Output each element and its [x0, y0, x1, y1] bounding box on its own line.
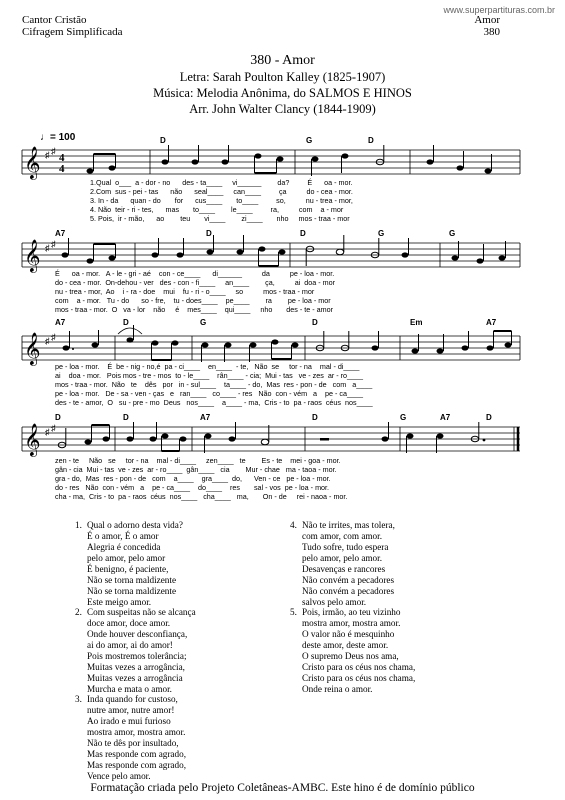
- site-url[interactable]: www.superpartituras.com.br: [443, 5, 555, 15]
- hymn-number: 380: [483, 26, 500, 38]
- svg-text:♯: ♯: [51, 332, 56, 342]
- chord: D: [312, 413, 318, 422]
- verse-line: O valor não é mesquinho: [302, 629, 395, 639]
- verse-line: Não te irrites, mas tolera,: [302, 520, 395, 530]
- svg-text:4: 4: [59, 163, 65, 175]
- lyric-line: É oa - mor. A - le - gri - aé con - ce____ di______ da pe - loa - mor.: [55, 269, 335, 278]
- verse-5: [290, 607, 415, 695]
- verse-2: [75, 607, 196, 695]
- svg-text:♯: ♯: [51, 146, 56, 156]
- svg-text:♯: ♯: [45, 150, 50, 160]
- verse-line: Alegria é concedida: [87, 542, 161, 552]
- verse-line: Inda quando for custoso,: [87, 694, 178, 704]
- svg-text:𝄞: 𝄞: [24, 423, 41, 456]
- lyric-line: 5. Pois, ir - mão, ao teu vi____ zi____ nho mos - traa - mor: [90, 214, 350, 223]
- lyric-line: pe - loa - mor. É be - nig - no,é pa - ci____ en____ - te, Não se tor - na mal - di____: [55, 362, 360, 371]
- verse-line: Este meigo amor.: [87, 597, 152, 607]
- verse-line: nutre amor, nutre amor!: [87, 705, 175, 715]
- book-title: Cantor Cristão: [22, 14, 87, 26]
- footer-note: Formatação criada pelo Projeto Coletâneas-AMBC. Este hino é de domínio público: [90, 782, 475, 794]
- svg-text:4: 4: [59, 152, 65, 164]
- chord: D: [486, 413, 492, 422]
- chord: D: [368, 136, 374, 145]
- chord: Em: [410, 318, 423, 327]
- svg-text:♯: ♯: [45, 243, 50, 253]
- lyrics-credit: Letra: Sarah Poulton Kalley (1825-1907): [179, 70, 386, 84]
- verse-line: com amor, com amor.: [302, 531, 382, 541]
- verse-line: Vence pelo amor.: [87, 771, 151, 781]
- chord: A7: [486, 318, 497, 327]
- verse-4: [290, 520, 395, 608]
- chord: A7: [440, 413, 451, 422]
- verse-line: pelo amor, pelo amor: [87, 553, 166, 563]
- verse-line: mostra amor, mostra amor.: [87, 727, 186, 737]
- verse-line: Onde houver desconfiança,: [87, 629, 188, 639]
- verse-line: pelo amor, pelo amor.: [302, 553, 382, 563]
- lyric-line: mos - traa - mor. Não te dês por in - sul____ ta____ - do, Mas res - pon - de com a____: [55, 380, 373, 389]
- verse-line: deste amor, deste amor.: [302, 640, 389, 650]
- song-title: 380 - Amor: [250, 53, 315, 68]
- verse-number: 5.: [290, 607, 297, 617]
- chord: G: [306, 136, 313, 145]
- lyric-line: 2.Com sus - pei - tas não seal____ can____ ça do - cea - mor.: [90, 187, 353, 196]
- verse-3: [75, 694, 186, 782]
- tempo-mark: ♩= 100: [40, 132, 76, 143]
- verse-line: Não se torna maldizente: [87, 575, 177, 585]
- verse-number: 2.: [75, 607, 82, 617]
- chord: D: [312, 318, 318, 327]
- lyric-line: 4. Não teir - ri - tes, mas to____ le____ ra, com a - mor: [90, 205, 344, 214]
- lyric-line: des - te - amor, O su - pre - mo Deus nos____ a____ - ma, Cris - to pa - raos céus nos____: [55, 398, 373, 407]
- verse-line: Não se torna maldizente: [87, 586, 177, 596]
- verse-line: Cristo para os céus nos chama,: [302, 662, 416, 672]
- verse-number: 1.: [75, 520, 82, 530]
- chord: A7: [200, 413, 211, 422]
- verse-line: Muitas vezes a arrogância,: [87, 662, 185, 672]
- hymn-name: Amor: [474, 14, 500, 26]
- verse-line: O supremo Deus nos ama,: [302, 651, 399, 661]
- lyric-line: gân - cia Mui - tas ve - zes ar - ro____ gân____ cia Mur - chae ma - taoa - mor.: [55, 465, 337, 474]
- verse-line: Não te dês por insultado,: [87, 738, 179, 748]
- music-credit: Música: Melodia Anônima, do SALMOS E HINOS: [153, 86, 412, 100]
- chord: D: [300, 229, 306, 238]
- verse-line: É benigno, é paciente,: [87, 564, 169, 574]
- lyric-line: 1.Qual o___ a - dor - no des - ta____ vi______ da? É oa - mor.: [90, 178, 353, 187]
- svg-text:♯: ♯: [45, 427, 50, 437]
- verse-line: Não convém a pecadores: [302, 586, 395, 596]
- verse-number: 4.: [290, 520, 297, 530]
- verse-line: Tudo sofre, tudo espera: [302, 542, 389, 552]
- svg-text:♯: ♯: [51, 423, 56, 433]
- svg-text:𝄞: 𝄞: [24, 332, 41, 365]
- chord: D: [123, 318, 129, 327]
- chord: G: [449, 229, 456, 238]
- verse-line: salvos pelo amor.: [302, 597, 367, 607]
- svg-text:♯: ♯: [51, 239, 56, 249]
- verse-line: Desavenças e rancores: [302, 564, 386, 574]
- chord: A7: [55, 229, 66, 238]
- chord: D: [55, 413, 61, 422]
- lyric-line: gra - do, Mas res - pon - de com a____ gra____ do, Ven - ce pe - loa - mor.: [55, 474, 331, 483]
- lyric-line: do - res Não con - vém a pe - ca____ do____ res sal - vos pe - loa - mor.: [55, 483, 330, 492]
- verse-line: Com suspeitas não se alcança: [87, 607, 196, 617]
- lyric-line: zen - te Não se tor - na mal - di____ zen____ te Es - te mei - goa - mor.: [55, 456, 341, 465]
- arrangement-credit: Arr. John Walter Clancy (1844-1909): [189, 102, 376, 116]
- verse-line: Cristo para os céus nos chama,: [302, 673, 416, 683]
- verse-line: Não convém a pecadores: [302, 575, 395, 585]
- svg-text:♯: ♯: [45, 336, 50, 346]
- verse-line: Qual o adorno desta vida?: [87, 520, 183, 530]
- verse-line: Murcha e mata o amor.: [87, 684, 172, 694]
- verse-line: Pois, irmão, ao teu vizinho: [302, 607, 401, 617]
- verse-line: Muitas vezes a arrogância: [87, 673, 183, 683]
- chord: G: [200, 318, 207, 327]
- verse-1: [75, 520, 183, 608]
- verse-line: mostra amor, mostra amor.: [302, 618, 401, 628]
- svg-text:𝄞: 𝄞: [24, 239, 41, 272]
- lyric-line: com a - mor. Tu - do so - fre, tu - does____ pe____ ra pe - loa - mor: [55, 296, 331, 305]
- lyric-line: ai doa - mor. Pois mos - tre - mos to - le____ rân____ - cia; Mui - tas ve - zes ar - ro____: [55, 371, 363, 380]
- verse-line: Ao irado e mui furioso: [87, 716, 171, 726]
- verse-line: É o amor, É o amor: [87, 531, 159, 541]
- chord: G: [400, 413, 407, 422]
- chord: D: [123, 413, 129, 422]
- verse-number: 3.: [75, 694, 82, 704]
- lyric-line: pe - loa - mor. De - sa - ven - ças e ran____ co____ - res Não con - vém a pe - ca____: [55, 389, 364, 398]
- verse-line: Mas responde com agrado,: [87, 749, 186, 759]
- chord: G: [378, 229, 385, 238]
- svg-text:𝄞: 𝄞: [24, 146, 41, 179]
- verse-line: doce amor, doce amor.: [87, 618, 171, 628]
- lyric-line: nu - trea - mor, Ao i - ra - doe mui fu - ri - o____ so mos - traa - mor: [55, 287, 315, 296]
- verse-line: ai do amor, ai do amor!: [87, 640, 173, 650]
- chord: D: [160, 136, 166, 145]
- lyric-line: 3. In - da quan - do for cus____ to____ so, nu - trea - mor,: [90, 196, 353, 205]
- verse-line: Onde reina o amor.: [302, 684, 373, 694]
- lyric-line: mos - traa - mor. O va - lor não é mes____ qui____ nho des - te - amor: [55, 305, 334, 314]
- chord: A7: [55, 318, 66, 327]
- verse-line: Mas responde com agrado,: [87, 760, 186, 770]
- lyric-line: cha - ma, Cris - to pa - raos céus nos____ cha____ ma, On - de rei - naoa - mor.: [55, 492, 348, 501]
- verse-line: Pois mostremos tolerância;: [87, 651, 187, 661]
- chord: D: [206, 229, 212, 238]
- lyric-line: do - cea - mor. On-dehou - ver des - con - fi____ an____ ça, ai doa - mor: [55, 278, 336, 287]
- book-subtitle: Cifragem Simplificada: [22, 26, 123, 38]
